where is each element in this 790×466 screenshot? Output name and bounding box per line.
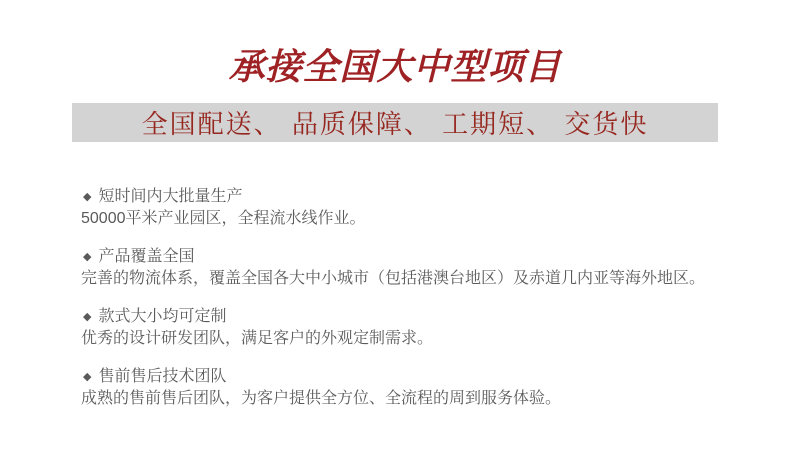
feature-description: 50000平米产业园区，全程流水线作业。: [81, 210, 366, 227]
diamond-bullet-icon: ◆: [83, 191, 92, 203]
diamond-bullet-icon: ◆: [83, 371, 92, 383]
feature-item-nationwide-coverage: [81, 246, 790, 290]
diamond-bullet-icon: ◆: [83, 251, 92, 263]
features-list: [81, 186, 790, 410]
diamond-bullet-icon: ◆: [83, 311, 92, 323]
feature-item-mass-production: [81, 186, 790, 230]
page-title: 承接全国大中型项目: [228, 46, 562, 88]
feature-heading: [81, 306, 790, 328]
feature-item-service-team: [81, 366, 790, 410]
feature-heading-text: 短时间内大批量生产: [98, 188, 243, 205]
feature-item-customization: [81, 306, 790, 350]
feature-heading-text: 产品覆盖全国: [98, 248, 195, 265]
feature-heading-text: 款式大小均可定制: [98, 308, 227, 325]
feature-heading: [81, 366, 790, 388]
feature-description: 优秀的设计研发团队，满足客户的外观定制需求。: [81, 330, 434, 347]
promo-section: [0, 46, 790, 410]
feature-heading: [81, 186, 790, 208]
feature-description: 完善的物流体系，覆盖全国各大中小城市（包括港澳台地区）及赤道几内亚等海外地区。: [81, 270, 706, 287]
feature-heading: [81, 246, 790, 268]
promo-banner: [72, 103, 718, 142]
banner-slogan-text: 全国配送、 品质保障、 工期短、 交货快: [141, 110, 649, 140]
feature-heading-text: 售前售后技术团队: [98, 368, 227, 385]
feature-description: 成熟的售前售后团队，为客户提供全方位、全流程的周到服务体验。: [81, 390, 562, 407]
